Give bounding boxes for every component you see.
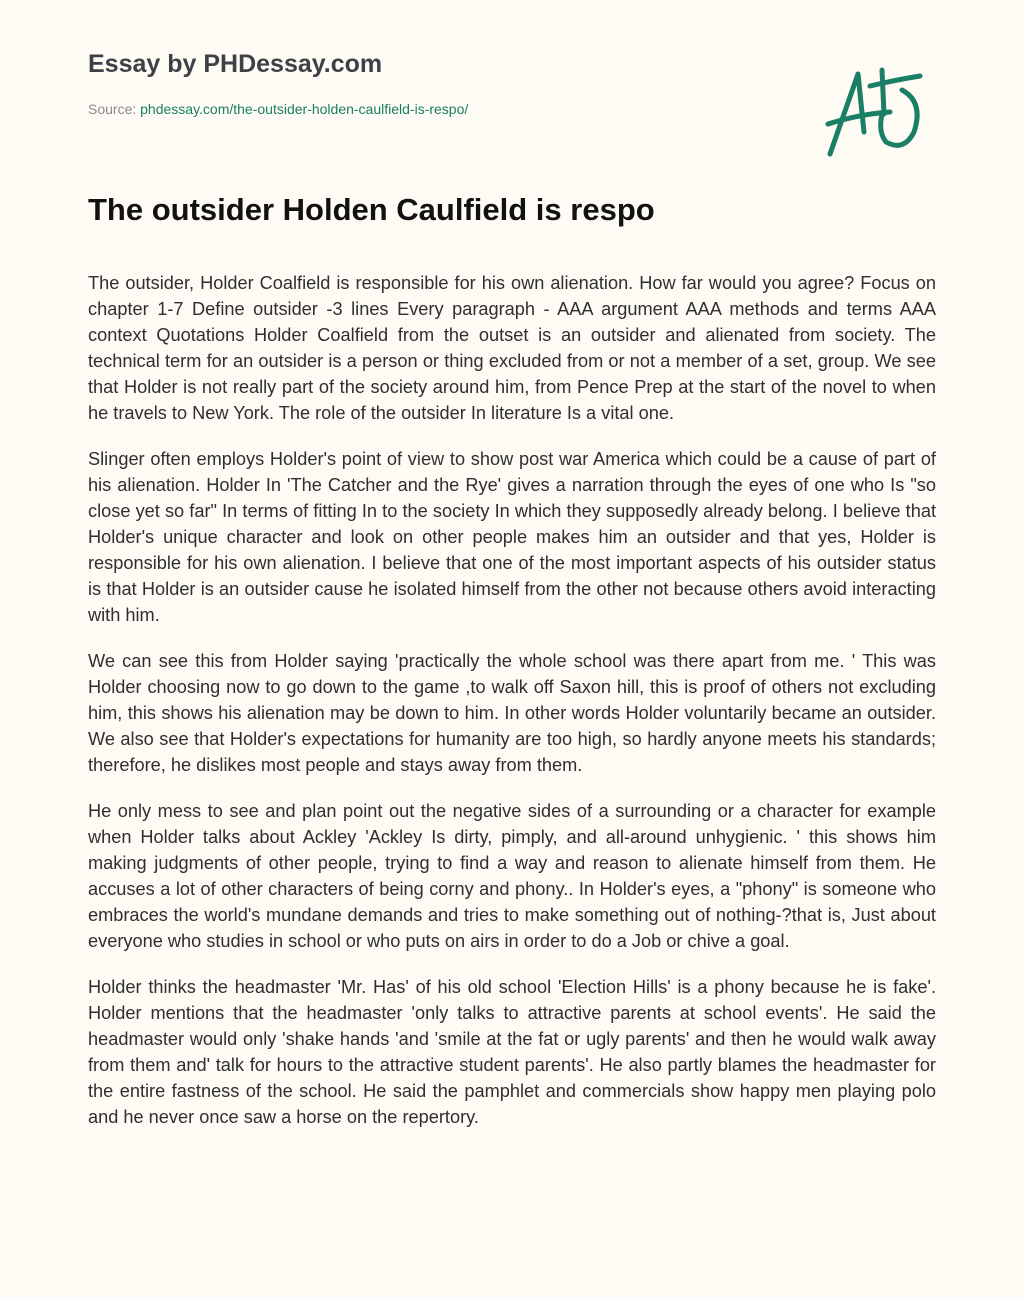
paragraph: The outsider, Holder Coalfield is responsible for his own alienation. How far would you agree? Focus on chapter 1-7 Define outsider -3 lines Every paragraph - AAA argument AAA methods and terms AAA context Quotations Holder Coalfield from the outset is an outsider and alienated from society. The technical term for an outsider is a person or thing excluded from or not a member of a set, group. We see that Holder is not really part of the society around him, from Pence Prep at the start of the novel to when he travels to New York. The role of the outsider In literature Is a vital one.	[88, 273, 936, 423]
paragraph: He only mess to see and plan point out the negative sides of a surrounding or a character for example when Holder talks about Ackley 'Ackley Is dirty, pimply, and all-around unhygienic. ' this shows him making judgments of other people, trying to find a way and reason to alienate himself from them. He accuses a lot of other characters of being corny and phony.. In Holder's eyes, a "phony" is someone who embraces the world's mundane demands and tries to make something out of nothing-?that is, Just about everyone who studies in school or who puts on airs in order to do a Job or chive a goal.	[88, 801, 936, 951]
paragraph: We can see this from Holder saying 'practically the whole school was there apart from me. ' This was Holder choosing now to go down to the game ,to walk off Saxon hill, this is proof of others not excluding him, this shows his alienation may be down to him. In other words Holder voluntarily became an outsider. We also see that Holder's expectations for humanity are too high, so hardly anyone meets his standards; therefore, he dislikes most people and stays away from them.	[88, 651, 936, 775]
source-label: Source:	[88, 101, 137, 117]
source-link[interactable]: phdessay.com/the-outsider-holden-caulfield-is-respo/	[140, 101, 469, 117]
paragraph: Holder thinks the headmaster 'Mr. Has' of his old school 'Election Hills' is a phony because he is fake'. Holder mentions that the headmaster 'only talks to attractive parents at school events'. He said the headmaster would only 'shake hands 'and 'smile at the fat or ugly parents' and then he would walk away from them and' talk for hours to the attractive student parents'. He also partly blames the headmaster for the entire fastness of the school. He said the pamphlet and commercials show happy men playing polo and he never once saw a horse on the repertory.	[88, 977, 936, 1127]
paragraph: Slinger often employs Holder's point of view to show post war America which could be a cause of part of his alienation. Holder In 'The Catcher and the Rye' gives a narration through the eyes of one who Is "so close yet so far" In terms of fitting In to the society In which they supposedly already belong. I believe that Holder's unique character and look on other people makes him an outsider and that yes, Holder is responsible for his own alienation. I believe that one of the most important aspects of his outsider status is that Holder is an outsider cause he isolated himself from the other not because others avoid interacting with him.	[88, 449, 936, 625]
site-brand: Essay by PHDessay.com	[88, 50, 383, 78]
essay-body	[88, 270, 936, 1250]
page-title: The outsider Holden Caulfield is respo	[88, 192, 655, 227]
source-line	[88, 101, 468, 117]
a-plus-logo-icon	[820, 62, 930, 162]
